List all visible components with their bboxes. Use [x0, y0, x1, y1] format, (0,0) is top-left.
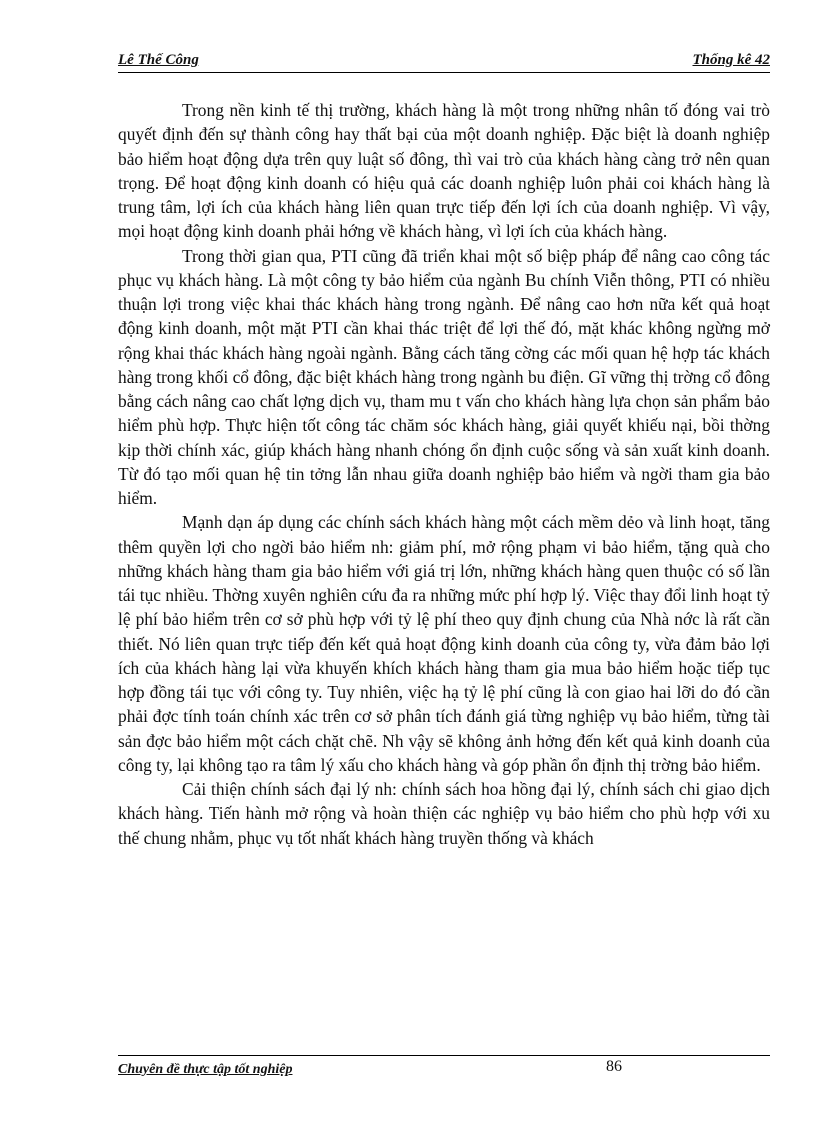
page-header — [118, 52, 770, 73]
page-footer — [118, 1055, 770, 1078]
body-text — [118, 98, 770, 850]
page-number: 86 — [606, 1058, 622, 1075]
paragraph: Trong thời gian qua, PTI cũng đã triển khai một số biệp pháp để nâng cao công tác phục vụ khách hàng. Là một công ty bảo hiểm của ngành Bu chính Viễn thông, PTI có nhiều thuận lợi trong việc khai thác khách hàng trong ngành. Để nâng cao hơn nữa kết quả hoạt động kinh doanh, một mặt PTI cần khai thác triệt để lợi thế đó, mặt khác không ngừng mở rộng khai thác khách hàng ngoài ngành. Bằng cách tăng cờng các mối quan hệ hợp tác khách hàng trong khối cổ đông, đặc biệt khách hàng trong ngành bu điện. Gĩ vững thị trờng cổ đông bằng cách nâng cao chất lợng dịch vụ, tham mu t vấn cho khách hàng lựa chọn sản phẩm bảo hiểm phù hợp. Thực hiện tốt công tác chăm sóc khách hàng, giải quyết khiếu nại, bồi thờng kịp thời chính xác, giúp khách hàng nhanh chóng ổn định cuộc sống và sản xuất kinh doanh. Từ đó tạo mối quan hệ tin tởng lẫn nhau giữa doanh nghiệp bảo hiểm và ngời tham gia bảo hiểm. — [118, 245, 770, 508]
header-author: Lê Thế Công — [118, 52, 199, 68]
header-class: Thống kê 42 — [692, 52, 770, 68]
paragraph: Cải thiện chính sách đại lý nh: chính sách hoa hồng đại lý, chính sách chi giao dịch khách hàng. Tiến hành mở rộng và hoàn thiện các nghiệp vụ bảo hiểm cho phù hợp với xu thế chung nhằm, phục vụ tốt nhất khách hàng truyền thống và khách — [118, 779, 770, 848]
paragraph: Trong nền kinh tế thị trường, khách hàng là một trong những nhân tố đóng vai trò quyết định đến sự thành công hay thất bại của một doanh nghiệp. Đặc biệt là doanh nghiệp bảo hiểm hoạt động dựa trên quy luật số đông, thì vai trò của khách hàng càng trở nên quan trọng. Để hoạt động kinh doanh có hiệu quả các doanh nghiệp luôn phải coi khách hàng là trung tâm, lợi ích của khách hàng liên quan trực tiếp đến lợi ích của doanh nghiệp. Vì vậy, mọi hoạt động kinh doanh phải hớng về khách hàng, vì lợi ích của khách hàng. — [118, 100, 770, 242]
paragraph: Mạnh dạn áp dụng các chính sách khách hàng một cách mềm dẻo và linh hoạt, tăng thêm quyền lợi cho ngời bảo hiểm nh: giảm phí, mở rộng phạm vi bảo hiểm, tặng quà cho những khách hàng tham gia bảo hiểm với giá trị lớn, những khách hàng quen thuộc có số lần tái tục nhiều. Thờng xuyên nghiên cứu đa ra những mức phí hợp lý. Việc thay đổi linh hoạt tỷ lệ phí bảo hiểm trên cơ sở phù hợp với tỷ lệ phí theo quy định chung của Nhà nớc là rất cần thiết. Nó liên quan trực tiếp đến kết quả hoạt động kinh doanh của công ty, vừa đảm bảo lợi ích của khách hàng lại vừa khuyến khích khách hàng tham gia mua bảo hiểm hoặc tiếp tục hợp đồng tái tục với công ty. Tuy nhiên, việc hạ tỷ lệ phí cũng là con giao hai lỡi do đó cần phải đợc tính toán chính xác trên cơ sở phân tích đánh giá từng nghiệp vụ bảo hiểm, từng tài sản đợc bảo hiểm một cách chặt chẽ. Nh vậy sẽ không ảnh hởng đến kết quả kinh doanh của công ty, lại không tạo ra tâm lý xấu cho khách hàng và góp phần ổn định thị trờng bảo hiểm. — [118, 512, 770, 775]
footer-title: Chuyên đề thực tập tốt nghiệp — [118, 1062, 293, 1077]
